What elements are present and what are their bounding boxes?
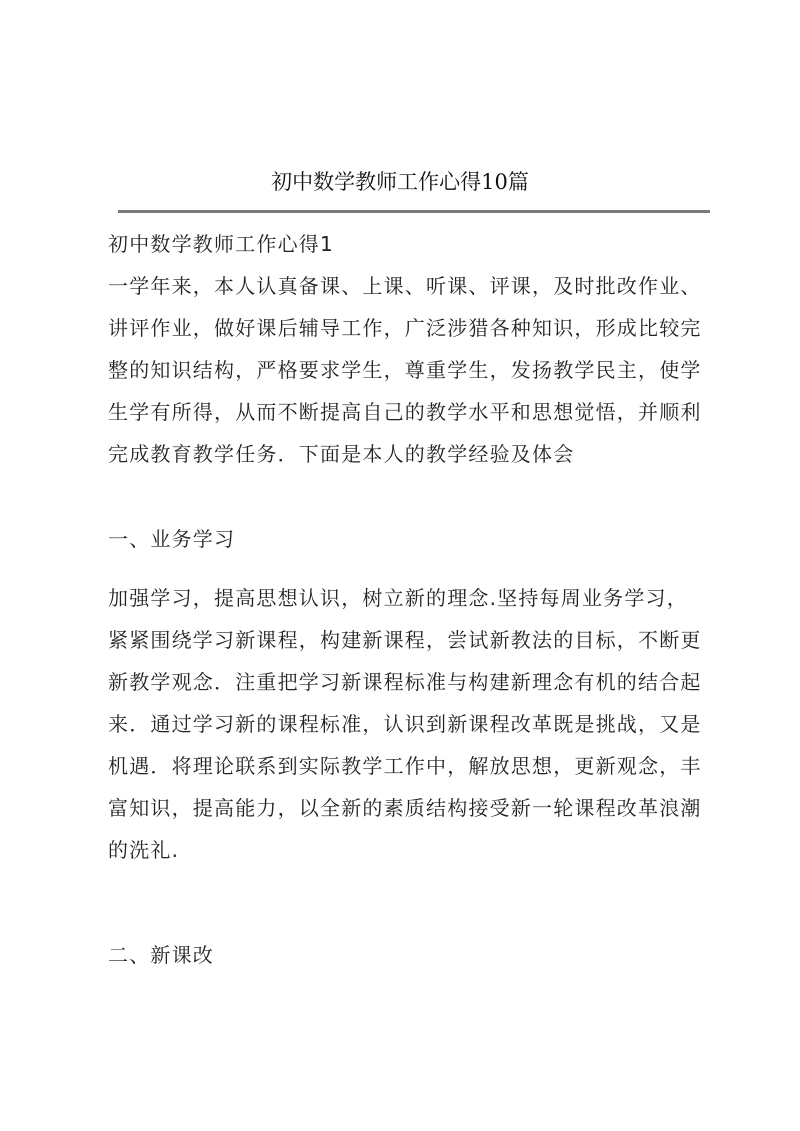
paragraph-line: 加强学习，提高思想认识，树立新的理念.坚持每周业务学习， bbox=[108, 586, 688, 610]
paragraph-line: 新教学观念．注重把学习新课程标准与构建新理念有机的结合起 bbox=[108, 670, 702, 694]
paragraph-line: 富知识，提高能力，以全新的素质结构接受新一轮课程改革浪潮 bbox=[108, 796, 702, 820]
section-heading: 初中数学教师工作心得1 bbox=[108, 232, 334, 256]
document-title: 初中数学教师工作心得10篇 bbox=[271, 170, 529, 194]
paragraph-line: 完成教育教学任务．下面是本人的教学经验及体会 bbox=[108, 442, 575, 466]
paragraph-line: 生学有所得，从而不断提高自己的教学水平和思想觉悟，并顺利 bbox=[108, 400, 702, 424]
paragraph-line: 来．通过学习新的课程标准，认识到新课程改革既是挑战，又是 bbox=[108, 712, 702, 736]
paragraph-line: 机遇．将理论联系到实际教学工作中，解放思想，更新观念，丰 bbox=[108, 754, 702, 778]
paragraph-line: 一学年来，本人认真备课、上课、听课、评课，及时批改作业、 bbox=[108, 274, 702, 298]
title-divider bbox=[118, 210, 710, 213]
paragraph-line: 讲评作业，做好课后辅导工作，广泛涉猎各种知识，形成比较完 bbox=[108, 316, 702, 340]
section-heading: 一、业务学习 bbox=[108, 527, 236, 551]
paragraph-line: 整的知识结构，严格要求学生，尊重学生，发扬教学民主，使学 bbox=[108, 358, 702, 382]
paragraph-line: 紧紧围绕学习新课程，构建新课程，尝试新教法的目标，不断更 bbox=[108, 628, 702, 652]
section-heading: 二、新课改 bbox=[108, 943, 214, 967]
paragraph-line: 的洗礼. bbox=[108, 838, 180, 862]
